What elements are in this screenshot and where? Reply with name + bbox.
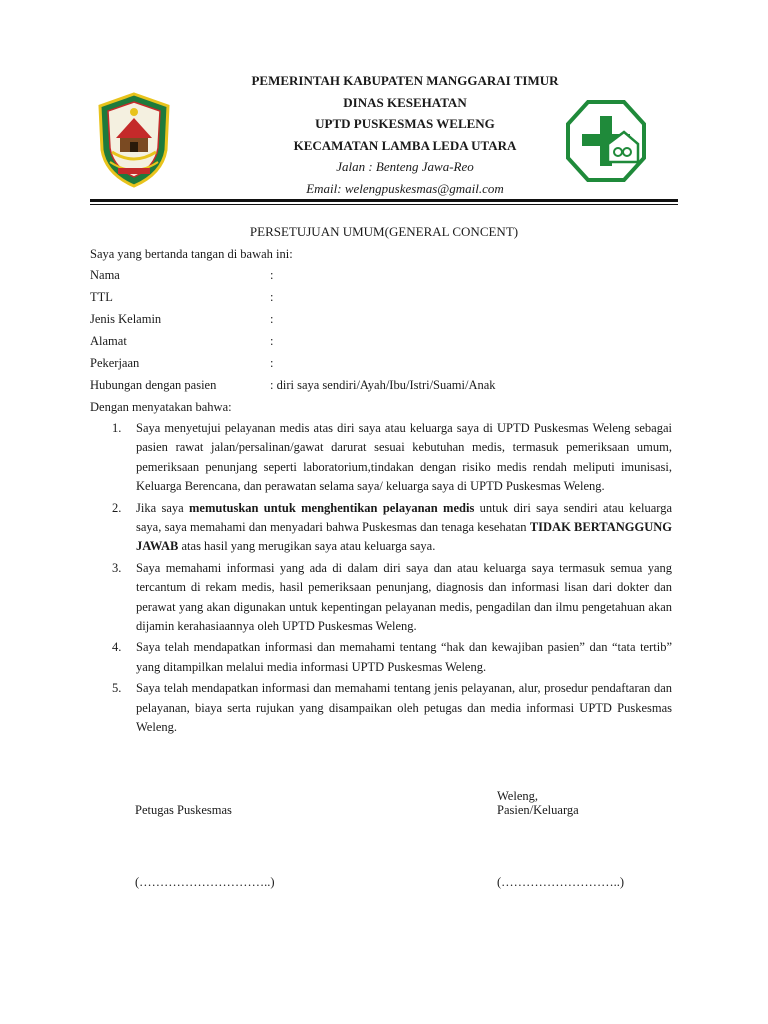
field-label: Jenis Kelamin [90, 312, 162, 326]
list-item-text: Saya telah mendapatkan informasi dan memahami tentang jenis pelayanan, alur, prosedur pendaftaran dan pelayanan, biaya serta rujukan yang disampaikan oleh petugas dan media informasi UPTD Puskesmas Weleng. [136, 681, 672, 735]
field-label: TTL [90, 290, 113, 304]
letterhead [160, 70, 650, 199]
letterhead-email: Email: welengpuskesmas@gmail.com [306, 180, 504, 196]
field-value: : diri saya sendiri/Ayah/Ibu/Istri/Suami/Anak [270, 378, 496, 392]
field-label: Alamat [90, 334, 127, 348]
field-row-jenis-kelamin [90, 308, 678, 330]
field-row-pekerjaan [90, 352, 678, 374]
document-title: PERSETUJUAN UMUM(GENERAL CONCENT) [249, 224, 519, 239]
list-item [112, 499, 672, 557]
list-item-number: 2. [112, 500, 122, 515]
signature-place: Weleng, [497, 789, 538, 803]
field-value: : [270, 356, 274, 370]
letterhead-address: Jalan : Benteng Jawa-Reo [336, 159, 474, 174]
list-item-text: Jika saya [136, 500, 190, 515]
list-item-text: Saya menyetujui pelayanan medis atas diri saya atau keluarga saya di UPTD Puskesmas Weleng sebagai pasien rawat jalan/persalinan/gawat darurat sesuai kebutuhan medis, termasuk pemeriksaan umum, pemeriksaan penunjang seperti laboratorium,tindakan dengan risiko medis rendah meliputi imunisasi, Keluarga Berencana, dan perawatan selama saya/ keluarga saya di UPTD Puskesmas Weleng. [136, 421, 672, 494]
letterhead-district: KECAMATAN LAMBA LEDA UTARA [293, 137, 517, 153]
header-divider-thick [90, 199, 678, 202]
field-value: : [270, 312, 274, 326]
list-item-number: 3. [112, 560, 122, 575]
list-item-bold-text: memutuskan untuk menghentikan pelayanan medis [189, 500, 475, 515]
field-label: Nama [90, 268, 120, 282]
signature-line-patient: (………………………..) [497, 875, 625, 889]
list-item [112, 679, 672, 737]
list-item [112, 638, 672, 677]
field-value: : [270, 268, 274, 282]
field-value: : [270, 290, 274, 304]
list-item [112, 559, 672, 637]
signature-line-officer: (…………………………..) [135, 875, 275, 889]
signature-label-patient: Pasien/Keluarga [497, 803, 579, 817]
list-item-number: 4. [112, 640, 122, 655]
field-row-hubungan [90, 374, 678, 396]
intro-text: Saya yang bertanda tangan di bawah ini: [90, 247, 293, 261]
header-divider-thin [90, 204, 678, 205]
field-row-ttl [90, 286, 678, 308]
consent-statement-list [112, 419, 672, 738]
field-label: Hubungan dengan pasien [90, 378, 217, 392]
statement-intro: Dengan menyatakan bahwa: [90, 400, 232, 414]
list-item-number: 5. [112, 681, 122, 696]
field-value: : [270, 334, 274, 348]
field-row-nama [90, 264, 678, 286]
list-item-text: atas hasil yang merugikan saya atau keluarga saya. [178, 539, 436, 554]
list-item-text: Saya telah mendapatkan informasi dan memahami tentang “hak dan kewajiban pasien” dan “tata tertib” yang ditampilkan melalui media informasi UPTD Puskesmas Weleng. [136, 640, 672, 674]
list-item-bold-text: TIDAK BERTANGGUNG JAWAB [136, 520, 672, 554]
field-row-alamat [90, 330, 678, 352]
letterhead-government: PEMERINTAH KABUPATEN MANGGARAI TIMUR [251, 73, 559, 88]
field-label: Pekerjaan [90, 356, 140, 370]
signature-label-officer: Petugas Puskesmas [135, 803, 232, 817]
letterhead-puskesmas: UPTD PUSKESMAS WELENG [315, 116, 495, 131]
letterhead-department: DINAS KESEHATAN [343, 94, 467, 110]
list-item [112, 419, 672, 497]
list-item-text: Saya memahami informasi yang ada di dalam diri saya dan atau keluarga saya termasuk semua yang tercantum di rekam medis, hasil pemeriksaan penunjang, diagnosis dan informasi lisan dari dokter dan perawat yang akan digunakan untuk kepentingan pelayanan medis, pengadilan dan ilmu pengetahuan akan dijamin kerahasiaannya oleh UPTD Puskesmas Weleng. [136, 560, 672, 634]
list-item-text: untuk diri saya sendiri atau keluarga saya, saya memahami dan menyadari bahwa Puskesmas dan tenaga kesehatan [136, 500, 672, 535]
list-item-number: 1. [112, 421, 122, 435]
